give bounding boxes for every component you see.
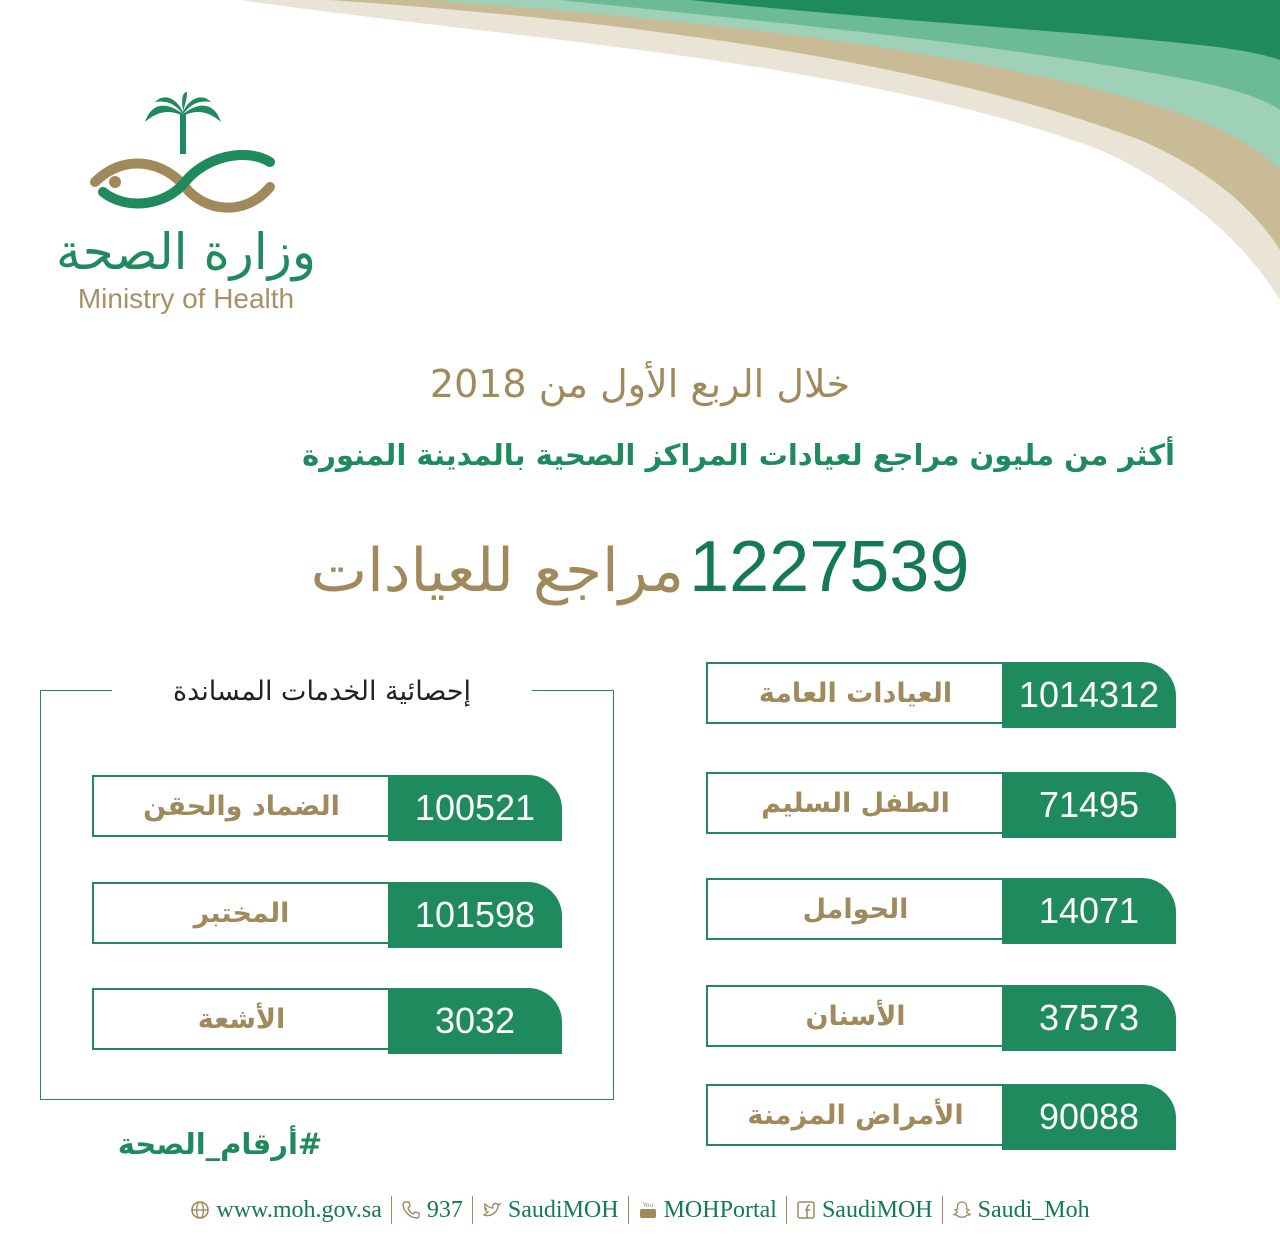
clinic-label: الأسنان xyxy=(706,985,1003,1047)
support-label: المختبر xyxy=(92,882,389,944)
palm-swords-emblem xyxy=(55,92,317,222)
support-label: الأشعة xyxy=(92,988,389,1050)
clinic-value: 14071 xyxy=(1002,878,1176,944)
support-label: الضماد والحقن xyxy=(92,775,389,837)
svg-text:You: You xyxy=(642,1202,653,1209)
facebook-icon xyxy=(796,1200,816,1220)
footer-phone[interactable] xyxy=(401,1197,463,1224)
support-value: 101598 xyxy=(388,882,562,948)
clinic-value: 90088 xyxy=(1002,1084,1176,1150)
phone-text: 937 xyxy=(426,1196,463,1223)
snapchat-text: Saudi_Moh xyxy=(977,1196,1090,1223)
clinic-label: العيادات العامة xyxy=(706,662,1003,724)
footer-snapchat[interactable] xyxy=(952,1197,1090,1224)
phone-icon xyxy=(401,1200,421,1220)
total-value: 1227539 xyxy=(689,527,970,607)
period-subtitle: خلال الربع الأول من 2018 xyxy=(429,362,851,406)
facebook-text: SaudiMOH xyxy=(821,1196,933,1223)
clinic-value: 37573 xyxy=(1002,985,1176,1051)
hashtag: #أرقام_الصحة xyxy=(117,1127,323,1161)
moh-logo xyxy=(55,92,325,327)
footer-facebook[interactable] xyxy=(796,1197,933,1224)
support-services-title: إحصائية الخدمات المساندة xyxy=(112,672,532,712)
globe-icon xyxy=(190,1200,210,1220)
twitter-text: SaudiMOH xyxy=(507,1196,619,1223)
footer-contacts xyxy=(160,1192,1120,1228)
footer-youtube[interactable] xyxy=(638,1197,777,1224)
footer-twitter[interactable] xyxy=(482,1197,619,1224)
youtube-text: MOHPortal xyxy=(663,1196,777,1223)
snapchat-icon xyxy=(952,1200,972,1220)
logo-arabic-text: وزارة الصحة xyxy=(56,223,316,281)
clinic-label: الطفل السليم xyxy=(706,772,1003,834)
headline: أكثر من مليون مراجع لعيادات المراكز الصحية بالمدينة المنورة xyxy=(302,438,1175,472)
support-value: 3032 xyxy=(388,988,562,1054)
clinic-label: الأمراض المزمنة xyxy=(706,1084,1003,1146)
clinic-value: 1014312 xyxy=(1002,662,1176,728)
clinic-label: الحوامل xyxy=(706,878,1003,940)
total-label: مراجع للعيادات xyxy=(310,536,684,606)
logo-english-text: Ministry of Health xyxy=(77,283,295,314)
footer-website[interactable] xyxy=(190,1197,382,1224)
twitter-icon xyxy=(482,1200,502,1220)
clinic-value: 71495 xyxy=(1002,772,1176,838)
support-value: 100521 xyxy=(388,775,562,841)
youtube-icon xyxy=(638,1200,658,1220)
website-text: www.moh.gov.sa xyxy=(216,1196,382,1223)
total-visits xyxy=(0,522,1280,631)
